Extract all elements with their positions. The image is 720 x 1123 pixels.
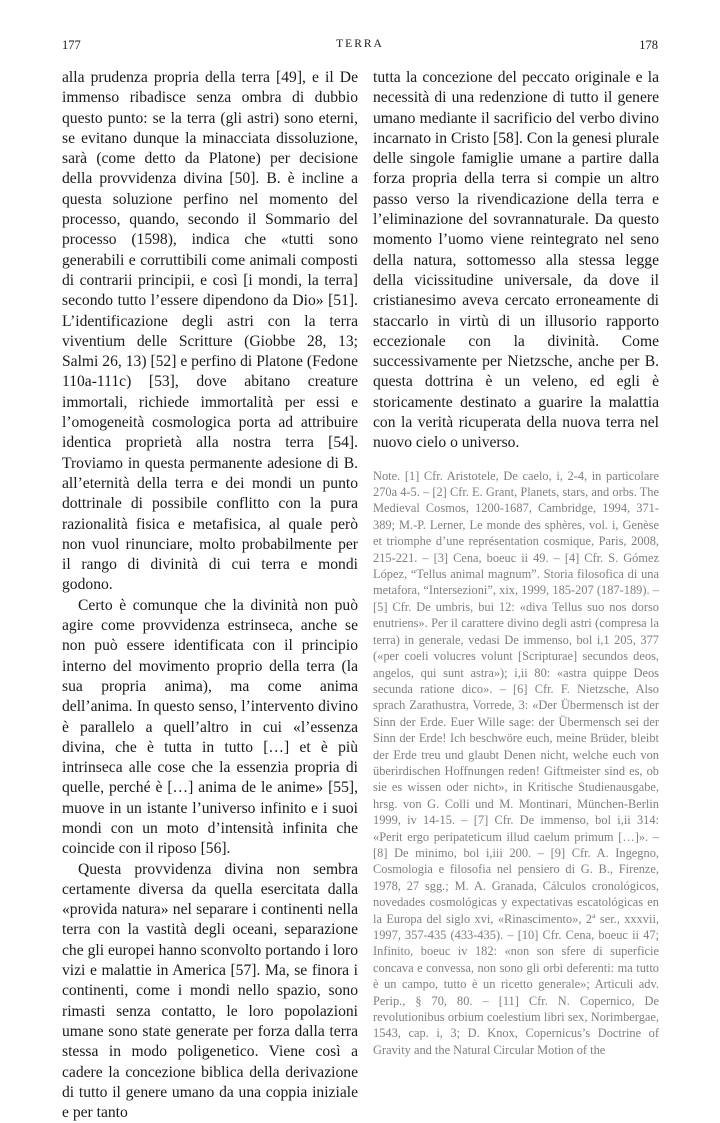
left-column [62, 68, 358, 1123]
page-header [62, 38, 658, 58]
paragraph: Questa provvidenza divina non sembra certamente diversa da quella esercitata dalla «provida natura» nel separare i continenti nella terra con la vastità degli oceani, separazione che gli europei hanno sconvolto portando i loro vizi e malattie in America [57]. Ma, se finora i continenti, come i mondi nello spazio, sono rimasti senza contatto, le loro popolazioni umane sono state generate per forza dalla terra stessa in modo poligenetico. Viene così a cadere la concezione biblica della derivazione di tutto il genere umano da una coppia iniziale e per tanto [62, 860, 358, 1122]
paragraph: alla prudenza propria della terra [49], e il De immenso ribadisce senza ombra di dubbio questo punto: se la terra (gli astri) sono eterni, se evitano dunque la minacciata dissoluzione, sarà (come detto da Platone) per decisione della provvidenza divina [50]. B. è incline a questa soluzione perfino nel momento del processo, quando, secondo il Sommario del processo (1598), indica che «tutti sono generabili e corruttibili come animali composti di contrarii principii, e così [i mondi, la terra] secondo tutto l’essere dipendono da Dio» [51]. L’identificazione degli astri con la terra viventium delle Scritture (Giobbe 28, 13; Salmi 26, 13) [52] e perfino di Platone (Fedone 110a-111c) [53], dove abitano creature immortali, richiede immortalità per essi e l’omogeneità cosmologica porta ad attribuire identica proprietà alla nostra terra [54]. Troviamo in questa permanente adesione di B. all’eternità della terra e dei mondi un punto dottrinale di possibile conflitto con la pura razionalità fisica e metafisica, al quale però non vuol rinunciare, molto probabilmente per il rango di divinità di cui terra e mondi godono. [62, 69, 358, 594]
right-column [373, 68, 659, 1058]
page-number-left: 177 [62, 38, 81, 52]
paragraph: tutta la concezione del peccato originale e la necessità di una redenzione di tutto il genere umano mediante il sacrificio del verbo divino incarnato in Cristo [58]. Con la genesi plurale delle singole famiglie umane a partire dalla forza propria della terra si compie un altro passo verso la rivendicazione della terra e l’eliminazione del sovrannaturale. Da questo momento l’uomo viene reintegrato nel seno della natura, sottomesso alla stessa legge della vicissitudine universale, da dove il cristianesimo aveva cercato erroneamente di staccarlo in virtù di un illusorio rapporto eccezionale con la divinità. Come successivamente per Nietzsche, anche per B. questa dottrina è un veleno, ed egli è storicamente destinato a guarire la malattia con la verità ricuperata della nuova terra nel nuovo cielo o universo. [373, 69, 659, 452]
paragraph: Certo è comunque che la divinità non può agire come provvidenza estrinseca, anche se non può essere identificata con il principio interno del movimento proprio della terra (la sua propria anima), ma come anima dell’anima. In questo senso, l’intervento divino è parallelo a quell’altro in cui «l’essenza divina, che è tutta in tutto […] et è più intrinseca alle cose che la essenzia propria di quelle, perché è […] anima de le anime» [55], muove in un istante l’universo infinito e i suoi mondi con un moto d’intensità infinita che coincide con il riposo [56]. [62, 596, 358, 858]
page-number-right: 178 [639, 38, 658, 52]
footnotes: Note. [1] Cfr. Aristotele, De caelo, i, 2-4, in particolare 270a 4-5. – [2] Cfr. E. Grant, Planets, stars, and orbs. The Medieval Cosmos, 1200-1687, Cambridge, 1994, 371-389; M.-P. Lerner, Le monde des sphères, vol. i, Genèse et triomphe d’une représentation cosmique, Paris, 2008, 215-221. – [3] Cena, boeuc ii 49. – [4] Cfr. S. Gómez López, “Tellus animal magnum”. Storia filosofica di una metafora, “Intersezioni”, xix, 1999, 185-207 (187-189). – [5] Cfr. De umbris, bui 12: «diva Tellus suo nos dorso enutriens». Per il carattere divino degli astri (compresa la terra) in generale, vedasi De immenso, bol i,1 205, 377 («per coeli volucres volunt [Scripturae] secundos deos, angelos, qui sunt astra»); i,ii 80: «astra quippe Deos secunda ratione dico». – [6] Cfr. F. Nietzsche, Also sprach Zarathustra, Vorrede, 3: «Der Übermensch ist der Sinn der Erde. Euer Wille sage: der Übermensch sei der Sinn der Erde! Ich beschwöre euch, meine Brüder, bleibt der Erde treu und glaubt Denen nicht, welche euch von überirdischen Hoffnungen reden! Giftmeister sind es, ob sie es wissen oder nicht», in Kritische Studienausgabe, hrsg. von G. Colli und M. Montinari, München-Berlin 1999, iv 14-15. – [7] Cfr. De immenso, bol i,ii 314: «Perit ergo peripateticum illud caelum primum […]». – [8] De minimo, bol i,iii 200. – [9] Cfr. A. Ingegno, Cosmologia e filosofia nel pensiero di G. B., Firenze, 1978, 27 sgg.; M. A. Granada, Cálculos cronológicos, novedades cosmológicas y expectativas escatológicas en la Europa del siglo xvi, «Rinascimento», 2ª ser., xxxvii, 1997, 357-435 (433-435). – [10] Cfr. Cena, boeuc ii 47; Infinito, boeuc iv 182: «non son sfere di superficie concava e convessa, non sono gli orbi deferenti: ma tutto è un campo, tutto è un ricetto generale»; Articuli adv. Perip., § 70, 80. – [11] Cfr. N. Copernico, De revolutionibus orbium coelestium libri sex, Norimbergae, 1543, cap. i, 3; D. Knox, Copernicus’s Doctrine of Gravity and the Natural Circular Motion of the [373, 468, 659, 1057]
running-title: TERRA [336, 38, 384, 50]
